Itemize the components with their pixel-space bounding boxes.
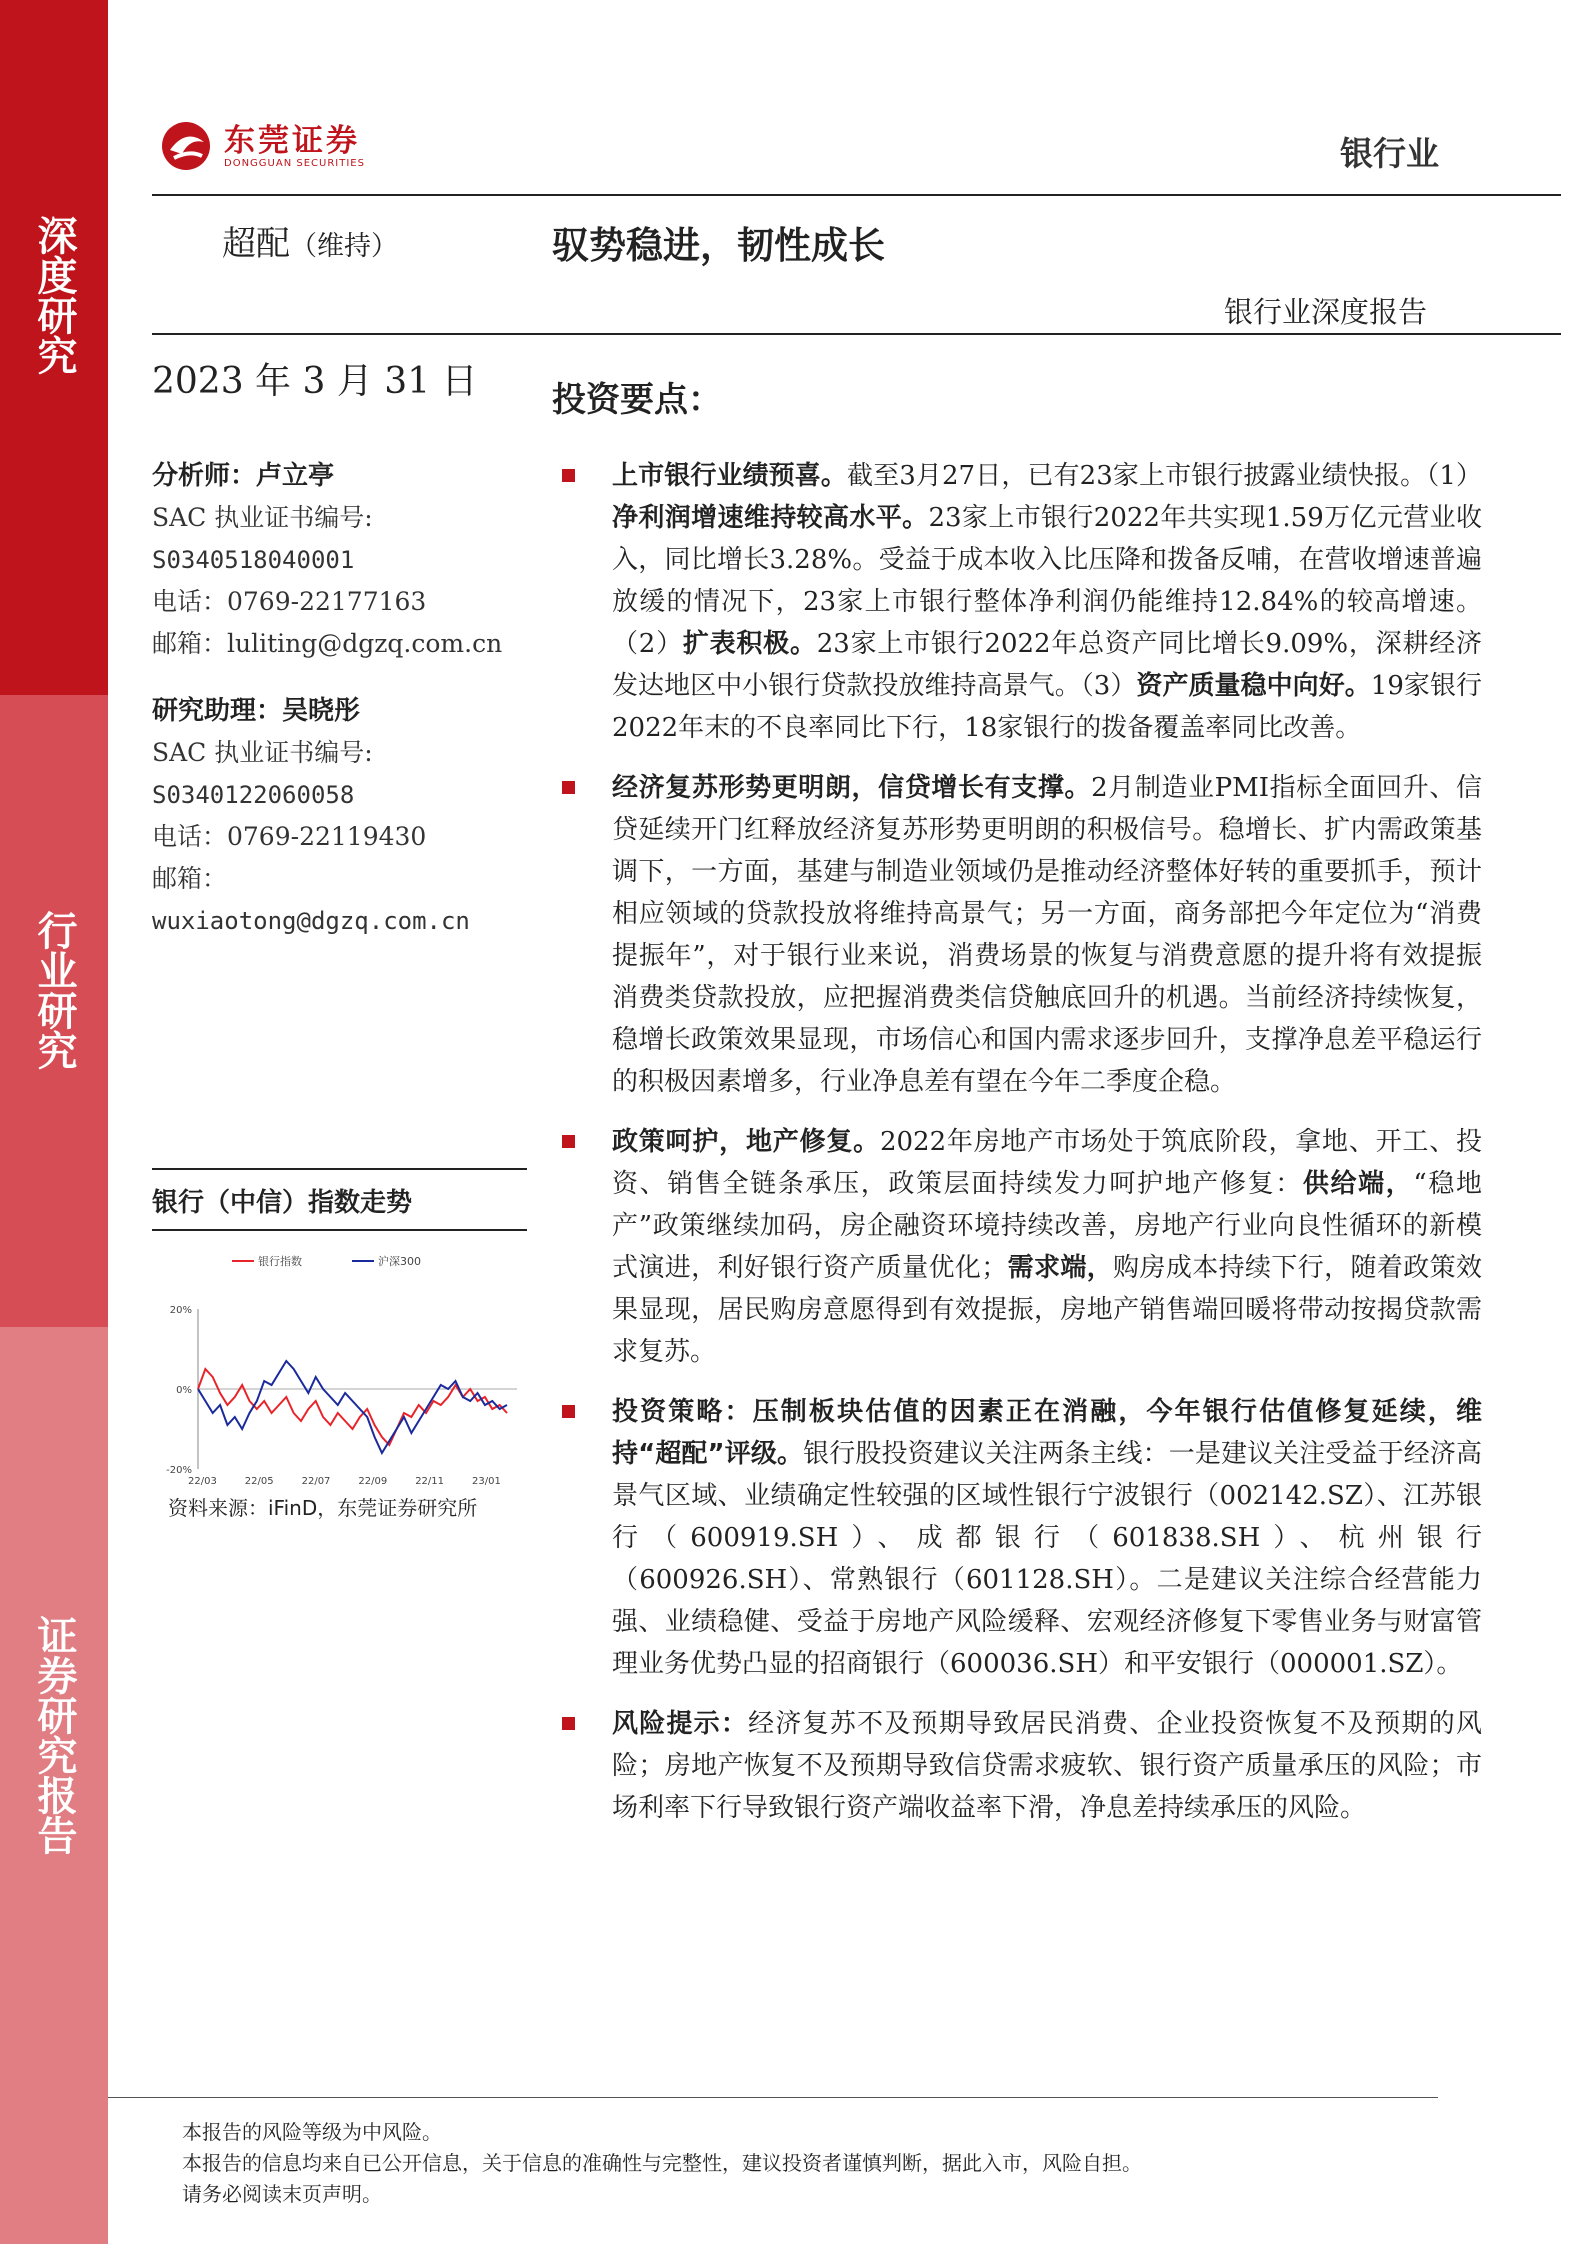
key-point-text: 购房成本持续下行，随着政策效果显现，居民购房意愿得到有效提振，房地产销售端回暖将带动按揭贷款需求复苏。 bbox=[612, 1253, 1482, 1367]
sidebar bbox=[0, 0, 108, 2244]
key-point-text: 2022年房地产市场处于筑底阶段，拿地、开工、投资、销售全链条承压，政策层面持续发力呵护地产修复： bbox=[612, 1127, 1482, 1199]
key-point-item bbox=[560, 1121, 1482, 1373]
key-point-bold-text: 政策呵护，地产修复。 bbox=[612, 1127, 880, 1157]
chart-source: 资料来源：iFinD，东莞证券研究所 bbox=[168, 1496, 478, 1520]
chart-y-tick-label: 20% bbox=[169, 1305, 192, 1316]
chart-legend-label: 沪深300 bbox=[378, 1255, 421, 1268]
bullet-square-icon bbox=[562, 469, 575, 482]
sidebar-label-2: 行业研究 bbox=[31, 910, 77, 1070]
chart-title: 银行（中信）指数走势 bbox=[152, 1168, 527, 1231]
assistant-info bbox=[152, 690, 522, 942]
report-type: 银行业深度报告 bbox=[1223, 295, 1427, 329]
sidebar-label-1: 深度研究 bbox=[31, 215, 77, 375]
key-point-text: “稳地产”政策继续加码，房企融资环境持续改善，房地产行业向良性循环的新模式演进，利好银行资产质量优化； bbox=[612, 1169, 1482, 1283]
assistant-email-label: 邮箱： bbox=[152, 864, 228, 893]
sidebar-industry-research bbox=[0, 695, 108, 1327]
logo-en-text: DONGGUAN SECURITIES bbox=[224, 157, 365, 169]
chart-series-line bbox=[198, 1369, 507, 1445]
key-point-text: 2月制造业PMI指标全面回升、信贷延续开门红释放经济复苏形势更明朗的积极信号。稳增长、扩内需政策基调下，一方面，基建与制造业领域仍是推动经济整体好转的重要抓手，预计相应领域的贷款投放将维持高景气；另一方面，商务部把今年定位为“消费提振年”，对于银行业来说，消费场景的恢复与消费意愿的提升将有效提振消费类贷款投放，应把握消费类信贷触底回升的机遇。当前经济持续恢复，稳增长政策效果显现，市场信心和国内需求逐步回升，支撑净息差平稳运行的积极因素增多，行业净息差有望在今年二季度企稳。 bbox=[612, 773, 1482, 1097]
logo-cn-text: 东莞证券 bbox=[224, 122, 360, 159]
analyst-email[interactable]: 邮箱：luliting@dgzq.com.cn bbox=[152, 629, 503, 658]
chart-series-line bbox=[198, 1361, 507, 1453]
bullet-square-icon bbox=[562, 1135, 575, 1148]
chart-x-tick-label: 23/01 bbox=[472, 1476, 501, 1487]
key-point-text: 23家上市银行2022年总资产同比增长9.09%，深耕经济发达地区中小银行贷款投放维持高景气。（3） bbox=[612, 629, 1482, 701]
assistant-phone: 电话：0769-22119430 bbox=[152, 822, 427, 851]
key-point-item bbox=[560, 1391, 1482, 1685]
key-point-item bbox=[560, 1703, 1482, 1829]
footer-divider bbox=[108, 2097, 1438, 2098]
analyst-phone: 电话：0769-22177163 bbox=[152, 587, 427, 616]
industry-label: 银行业 bbox=[1340, 134, 1439, 173]
footer-disclaimer: 本报告的信息均来自已公开信息，关于信息的准确性与完整性，建议投资者谨慎判断，据此入市，风险自担。 bbox=[182, 2151, 1142, 2175]
bullet-square-icon bbox=[562, 1405, 575, 1418]
bullet-square-icon bbox=[562, 781, 575, 794]
key-point-text: 截至3月27日，已有23家上市银行披露业绩快报。（1） bbox=[847, 461, 1482, 491]
key-point-bold-text: 供给端， bbox=[1302, 1169, 1414, 1199]
key-point-bold-text: 净利润增速维持较高水平。 bbox=[612, 503, 929, 533]
chart-x-tick-label: 22/03 bbox=[188, 1476, 217, 1487]
chart-x-tick-label: 22/11 bbox=[415, 1476, 445, 1487]
logo-emblem-icon bbox=[160, 120, 212, 172]
footer-read-notice[interactable]: 请务必阅读末页声明。 bbox=[182, 2182, 382, 2206]
key-point-item bbox=[560, 455, 1482, 749]
company-logo bbox=[160, 120, 365, 172]
bullet-square-icon bbox=[562, 1717, 575, 1730]
sidebar-securities-report bbox=[0, 1327, 108, 2244]
index-chart bbox=[152, 1168, 527, 1515]
chart-x-tick-label: 22/09 bbox=[358, 1476, 388, 1487]
report-title: 驭势稳进，韧性成长 bbox=[552, 224, 885, 267]
title-divider bbox=[152, 333, 1561, 335]
key-point-item bbox=[560, 767, 1482, 1103]
chart-legend-label: 银行指数 bbox=[258, 1255, 302, 1268]
assistant-name: 研究助理：吴晓彤 bbox=[152, 696, 361, 726]
assistant-email[interactable]: wuxiaotong@dgzq.com.cn bbox=[152, 907, 470, 935]
assistant-cert-label: SAC 执业证书编号: bbox=[152, 738, 373, 767]
analyst-info bbox=[152, 455, 522, 665]
key-point-text: 19家银行2022年末的不良率同比下行，18家银行的拨备覆盖率同比改善。 bbox=[612, 671, 1482, 743]
chart-x-tick-label: 22/07 bbox=[301, 1476, 331, 1487]
key-point-text: 银行股投资建议关注两条主线：一是建议关注受益于经济高景气区域、业绩确定性较强的区域性银行宁波银行（002142.SZ）、江苏银行（600919.SH）、成都银行（601838.SH）、杭州银行（600926.SH）、常熟银行（601128.SH）。二是建议关注综合经营能力强、业绩稳健、受益于房地产风险缓释、宏观经济修复下零售业务与财富管理业务优势凸显的招商银行（600036.SH）和平安银行（000001.SZ）。 bbox=[612, 1439, 1482, 1679]
key-point-bold-text: 需求端， bbox=[1007, 1253, 1114, 1283]
report-date: 2023 年 3 月 31 日 bbox=[152, 361, 478, 402]
analyst-cert: S0340518040001 bbox=[152, 546, 355, 574]
key-point-bold-text: 经济复苏形势更明朗，信贷增长有支撑。 bbox=[612, 773, 1092, 803]
sidebar-deep-research bbox=[0, 0, 108, 695]
assistant-cert: S0340122060058 bbox=[152, 781, 355, 809]
chart-y-tick-label: -20% bbox=[166, 1465, 192, 1476]
rating bbox=[222, 216, 398, 265]
chart-plot bbox=[152, 1231, 527, 1511]
rating-value: 超配 bbox=[222, 224, 290, 264]
key-point-bold-text: 上市银行业绩预喜。 bbox=[612, 461, 848, 491]
key-point-bold-text: 风险提示： bbox=[612, 1709, 749, 1739]
key-points-title: 投资要点： bbox=[552, 380, 722, 420]
chart-y-tick-label: 0% bbox=[176, 1385, 192, 1396]
key-points-list bbox=[560, 455, 1482, 1847]
key-point-text: 23家上市银行2022年共实现1.59万亿元营业收入，同比增长3.28%。受益于成本收入比压降和拨备反哺，在营收增速普遍放缓的情况下，23家上市银行整体净利润仍能维持12.84%的较高增速。（2） bbox=[612, 503, 1482, 659]
rating-note: （维持） bbox=[290, 231, 398, 262]
key-point-text: 经济复苏不及预期导致居民消费、企业投资恢复不及预期的风险；房地产恢复不及预期导致信贷需求疲软、银行资产质量承压的风险；市场利率下行导致银行资产端收益率下滑，净息差持续承压的风险。 bbox=[612, 1709, 1482, 1823]
sidebar-label-3: 证券研究报告 bbox=[31, 1615, 77, 1855]
analyst-cert-label: SAC 执业证书编号: bbox=[152, 503, 373, 532]
key-point-bold-text: 投资策略：压制板块估值的因素正在消融，今年银行估值修复延续，维持“超配”评级。 bbox=[612, 1397, 1482, 1469]
chart-x-tick-label: 22/05 bbox=[244, 1476, 274, 1487]
key-point-bold-text: 资产质量稳中向好。 bbox=[1136, 671, 1371, 701]
footer-risk-level: 本报告的风险等级为中风险。 bbox=[182, 2120, 442, 2144]
analyst-name: 分析师：卢立亭 bbox=[152, 461, 335, 491]
footer bbox=[182, 2117, 1142, 2210]
header-divider bbox=[152, 194, 1561, 196]
key-point-bold-text: 扩表积极。 bbox=[682, 629, 817, 659]
